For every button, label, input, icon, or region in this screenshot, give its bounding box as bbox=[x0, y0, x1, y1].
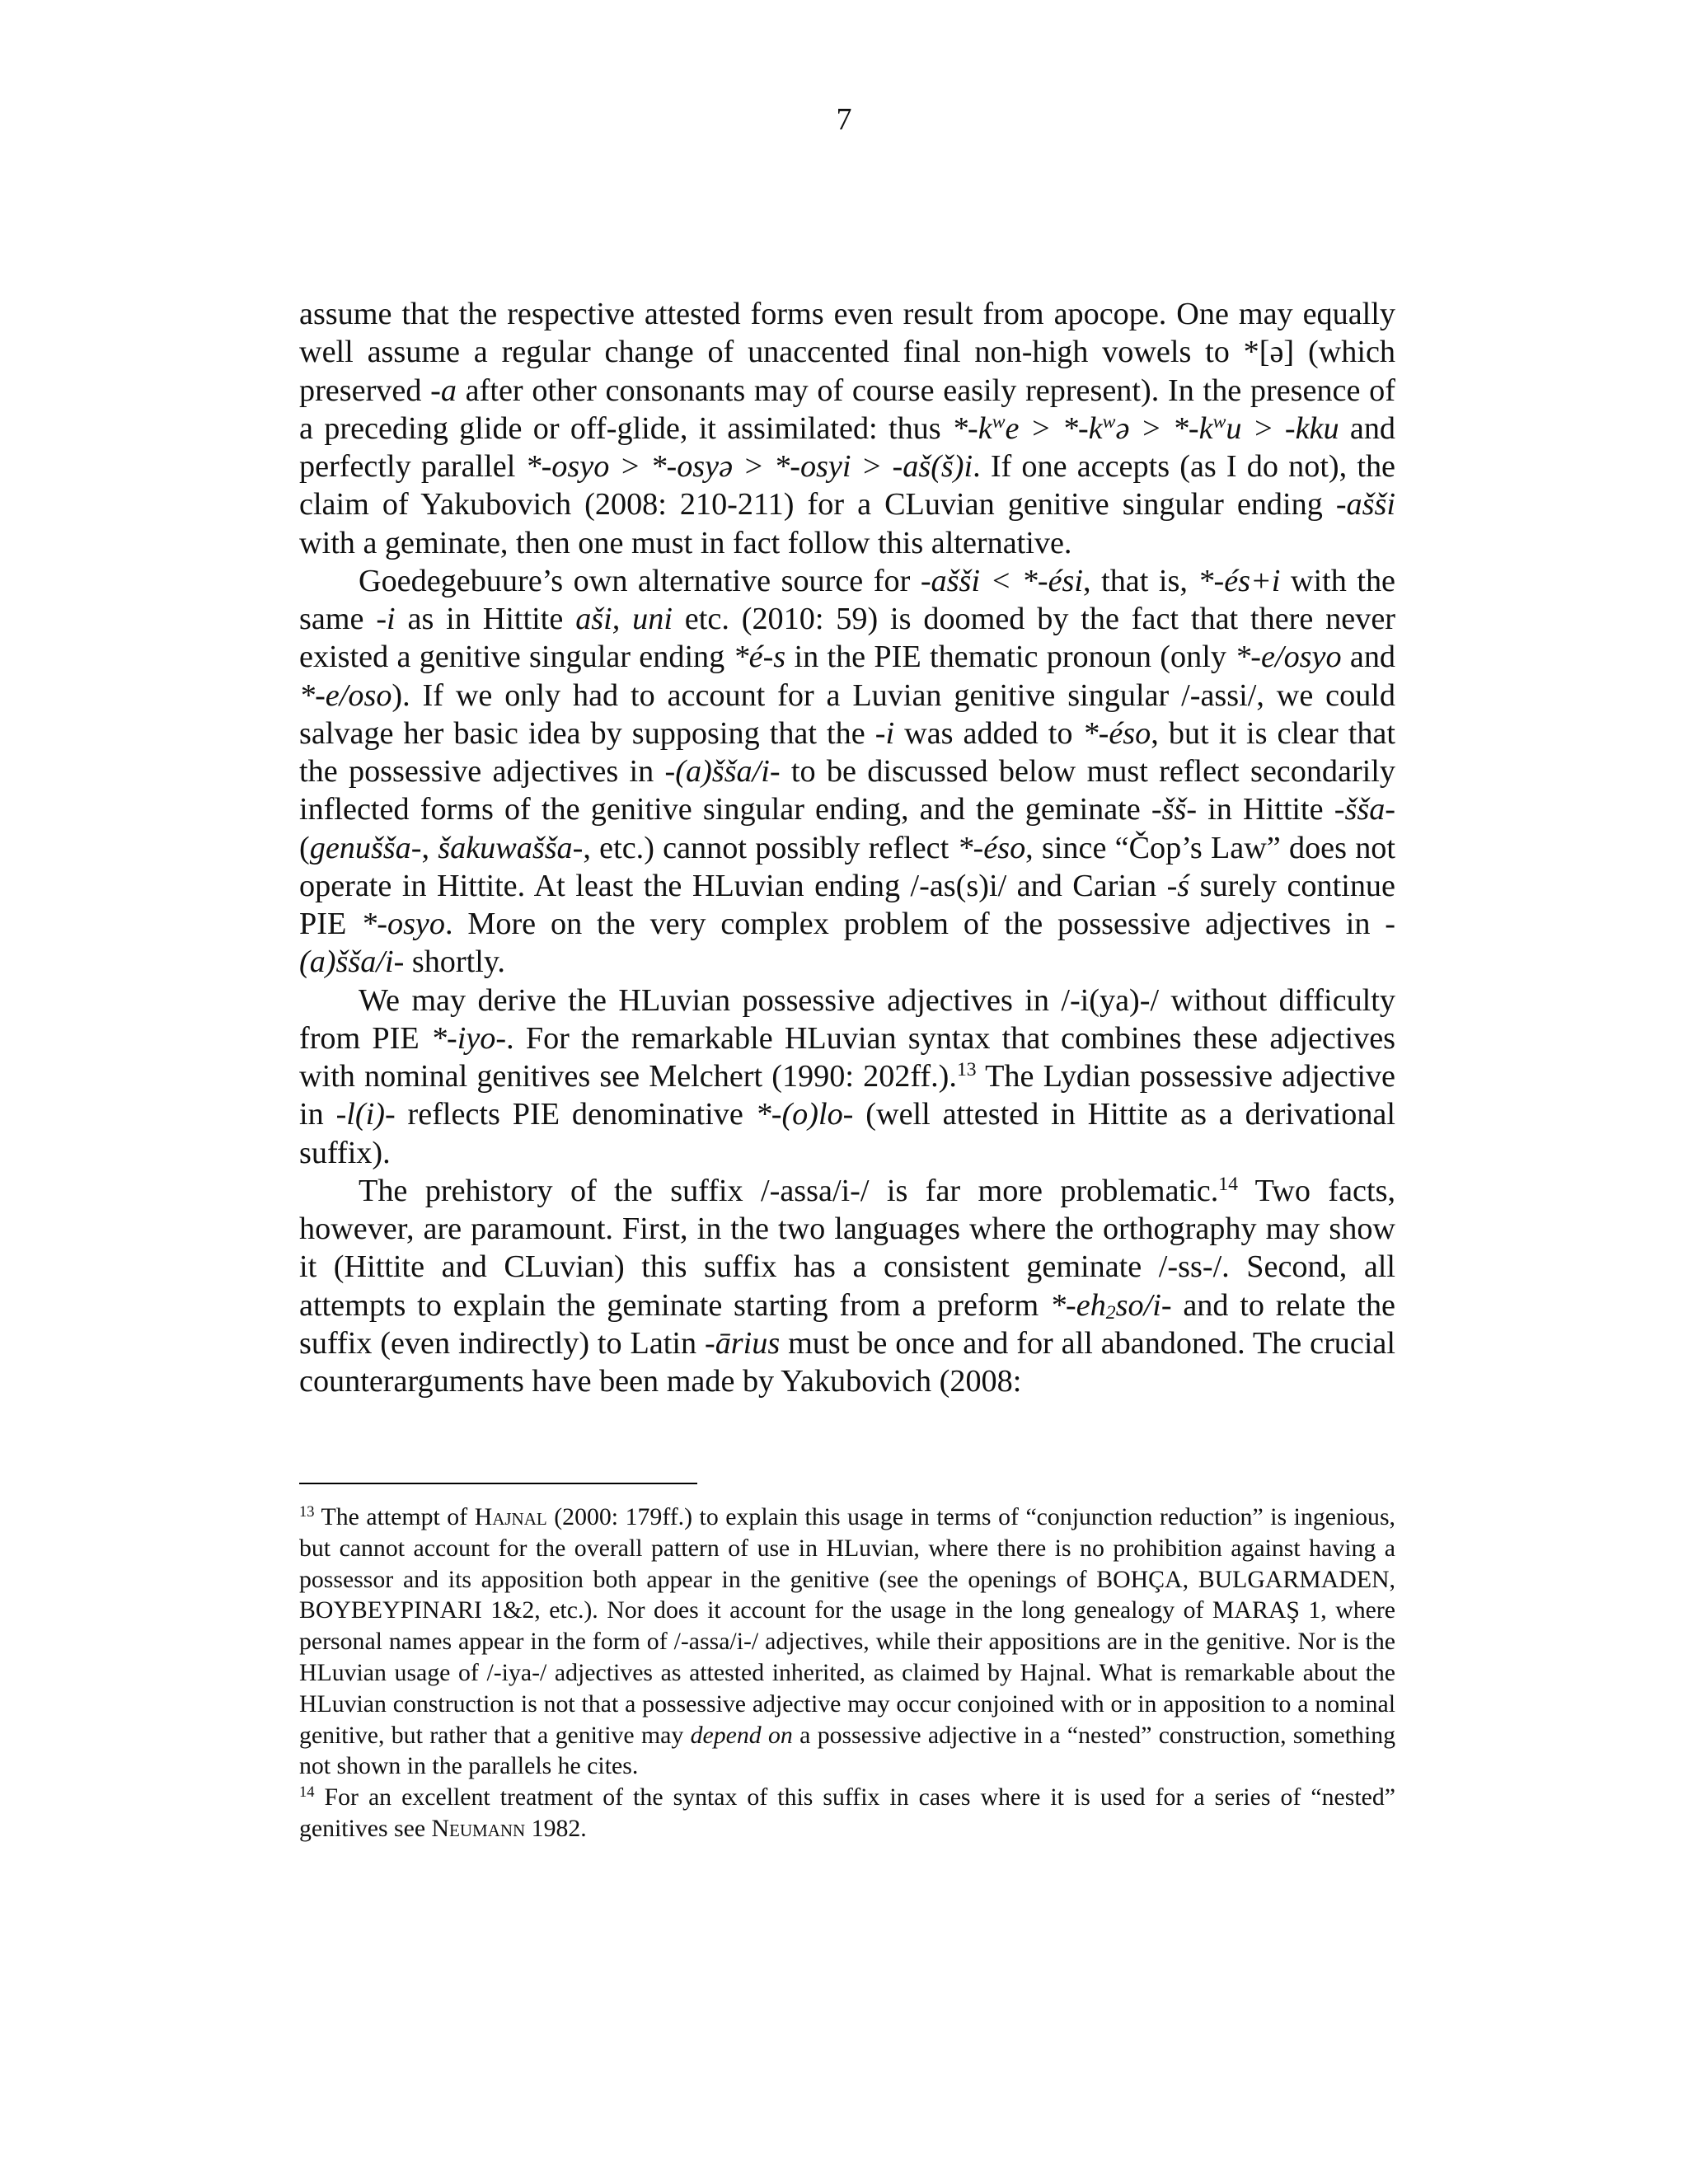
text-run: and perfectly parallel bbox=[299, 410, 1396, 484]
text-run: as in Hittite bbox=[395, 602, 576, 636]
page-number: 7 bbox=[836, 102, 852, 137]
italic-text: genušša- bbox=[309, 830, 422, 865]
text-run: after other consonants may of course easily represent). In the presence of a preceding glide or off-glide, it assimilated: thus bbox=[299, 373, 1395, 446]
italic-text: *-éso bbox=[1082, 715, 1151, 751]
italic-text: *-(o)lo- bbox=[755, 1097, 854, 1132]
italic-text: *-e/osyo bbox=[1235, 640, 1342, 675]
italic-text: -(a)šša/i- bbox=[664, 754, 781, 789]
paragraph bbox=[299, 982, 1395, 1172]
text-run: , that is, bbox=[1083, 563, 1198, 598]
text-run: and bbox=[1341, 640, 1396, 675]
italic-text: -i bbox=[376, 602, 396, 636]
italic-text: *-osyo bbox=[361, 907, 445, 941]
body-text bbox=[299, 295, 1395, 1400]
italic-text: -i bbox=[874, 715, 895, 751]
italic-text: ə > *-k bbox=[1115, 410, 1213, 446]
text-run: in Hittite bbox=[1197, 792, 1334, 827]
italic-text: so/i- bbox=[1115, 1287, 1172, 1323]
italic-text: -šša- bbox=[1334, 792, 1396, 827]
text-run: was added to bbox=[894, 715, 1083, 751]
italic-text: -ś bbox=[1166, 868, 1190, 903]
text-run: assume that the respective attested forms even result from apocope. One may equally well assume a regular change of unaccented final non-high vowels to *[ə] (which preserved bbox=[299, 297, 1395, 408]
text-run: (well attested in Hittite as a derivational suffix). bbox=[299, 1097, 1395, 1170]
footnote-marker: w bbox=[992, 410, 1006, 433]
italic-text: *-osyo > *-osyə > *-osyi > -aš(š)i bbox=[525, 449, 973, 484]
italic-text: *-iyo- bbox=[430, 1020, 507, 1056]
text-run: (2000: 179ff.) to explain this usage in terms of “conjunction reduction” is ingenious, but cannot account for the overall pattern of use in HLuvian, where there is no prohibition against having a possessor and its apposition both appear in the genitive (see the openings of BOHÇA, BULGARMADEN, BOYBEYPINARI 1&2, etc.). Nor does it account for the usage in the long genealogy of MARAŞ 1, where personal names appear in the form of /-assa/i-/ adjectives, while their appositions are in the genitive. Nor is the HLuvian usage of /-iya-/ adjectives as attested inherited, as claimed by Hajnal. What is remarkable about the HLuvian construction is not that a possessive adjective may occur conjoined with or in apposition to a nominal genitive, but rather that a genitive may bbox=[299, 1503, 1395, 1749]
footnote bbox=[299, 1782, 1395, 1844]
footnote bbox=[299, 1502, 1395, 1782]
footnote-marker: w bbox=[1212, 410, 1226, 433]
italic-text: -šš- bbox=[1151, 792, 1198, 827]
paragraph bbox=[299, 1172, 1395, 1401]
footnote-separator bbox=[299, 1483, 697, 1484]
italic-text: *é-s bbox=[733, 640, 786, 675]
text-run: a possessive adjective in a “nested” construction, something not shown in the parallels he cites. bbox=[299, 1721, 1396, 1780]
text-run: For an excellent treatment of the syntax of this suffix in cases where it is used for a series of “nested” genitives see bbox=[299, 1783, 1395, 1842]
text-run: must be once and for all abandoned. The crucial counterarguments have been made by Yakubovich (2008: bbox=[299, 1325, 1395, 1399]
italic-text: e > *-k bbox=[1005, 410, 1103, 446]
text-run: , but it is clear that the possessive adjectives in bbox=[299, 715, 1395, 789]
italic-text: -(a)šša/i- bbox=[299, 907, 1396, 980]
text-run: Two facts, however, are paramount. First, in the two languages where the orthography may show it (Hittite and CLuvian) this suffix has a consistent geminate /-ss-/. Second, all attempts to explain the geminate starting from a preform bbox=[299, 1173, 1395, 1323]
italic-text: *-és+i bbox=[1198, 563, 1281, 598]
italic-text: -ašši bbox=[1335, 487, 1395, 523]
italic-text: aši, uni bbox=[575, 602, 673, 636]
text-run: surely continue PIE bbox=[299, 868, 1395, 941]
italic-text: *-eh bbox=[1049, 1287, 1106, 1323]
italic-text: -l(i)- bbox=[335, 1097, 396, 1132]
text-run: reflects PIE denominative bbox=[395, 1097, 756, 1132]
paragraph bbox=[299, 562, 1395, 982]
text-run: , since “Čop’s Law” does not operate in Hittite. At least the HLuvian ending /-as(s)i/ and Carian bbox=[299, 830, 1396, 903]
footnote-marker: 14 bbox=[299, 1783, 315, 1801]
text-run: . For the remarkable HLuvian syntax that combines these adjectives with nominal genitives see Melchert (1990: 202ff.). bbox=[299, 1020, 1396, 1094]
text-run: to be discussed below must reflect secondarily inflected forms of the genitive singular ending, and the geminate bbox=[299, 754, 1395, 827]
footnote-marker: 14 bbox=[1218, 1173, 1238, 1195]
italic-text: -a bbox=[430, 373, 457, 408]
footnote-marker: w bbox=[1102, 410, 1116, 433]
footnotes bbox=[299, 1502, 1395, 1844]
text-run: Hajnal bbox=[474, 1503, 547, 1530]
italic-text: *-éso bbox=[957, 830, 1026, 865]
text-run: Goedegebuure’s own alternative source for bbox=[359, 563, 921, 598]
italic-text: depend on bbox=[690, 1721, 793, 1749]
footnote-marker: 13 bbox=[299, 1502, 315, 1520]
text-run: , etc.) cannot possibly reflect bbox=[583, 830, 958, 865]
text-run: with the same bbox=[299, 563, 1395, 636]
text-run: . If one accepts (as I do not), the claim of Yakubovich (2008: 210-211) for a CLuvian genitive singular ending bbox=[299, 449, 1395, 523]
italic-text: šakuwašša- bbox=[438, 830, 584, 865]
italic-text: 2 bbox=[1105, 1302, 1116, 1324]
text-run: The attempt of bbox=[314, 1503, 475, 1530]
text-run: , bbox=[421, 830, 438, 865]
paragraph bbox=[299, 295, 1395, 562]
text-run: and to relate the suffix (even indirectly) to Latin bbox=[299, 1287, 1395, 1361]
text-run: ). If we only had to account for a Luvian genitive singular /-assi/, we could salvage her basic idea by supposing that the bbox=[299, 677, 1395, 751]
text-run: in the PIE thematic pronoun (only bbox=[785, 640, 1236, 675]
text-run: shortly. bbox=[404, 944, 505, 980]
italic-text: u > -kku bbox=[1226, 410, 1339, 446]
footnote-marker: 13 bbox=[956, 1058, 977, 1080]
italic-text: -ašši < *-ési bbox=[920, 563, 1084, 598]
text-run: . More on the very complex problem of the possessive adjectives in bbox=[444, 907, 1386, 941]
text-run: The Lydian possessive adjective in bbox=[299, 1059, 1395, 1132]
text-run: etc. (2010: 59) is doomed by the fact that there never existed a genitive singular ending bbox=[299, 602, 1395, 675]
text-run: 1982. bbox=[525, 1814, 587, 1842]
text-run: ( bbox=[299, 830, 310, 865]
text-run: Neumann bbox=[431, 1814, 526, 1842]
italic-text: *-e/oso bbox=[299, 677, 392, 713]
text-run: with a geminate, then one must in fact follow this alternative. bbox=[299, 525, 1072, 560]
text-run: We may derive the HLuvian possessive adjectives in /-i(ya)-/ without difficulty from PIE bbox=[299, 982, 1395, 1056]
italic-text: *-k bbox=[951, 410, 992, 446]
italic-text: -ārius bbox=[705, 1325, 781, 1361]
text-run: The prehistory of the suffix /-assa/i-/ is far more problematic. bbox=[359, 1173, 1219, 1208]
